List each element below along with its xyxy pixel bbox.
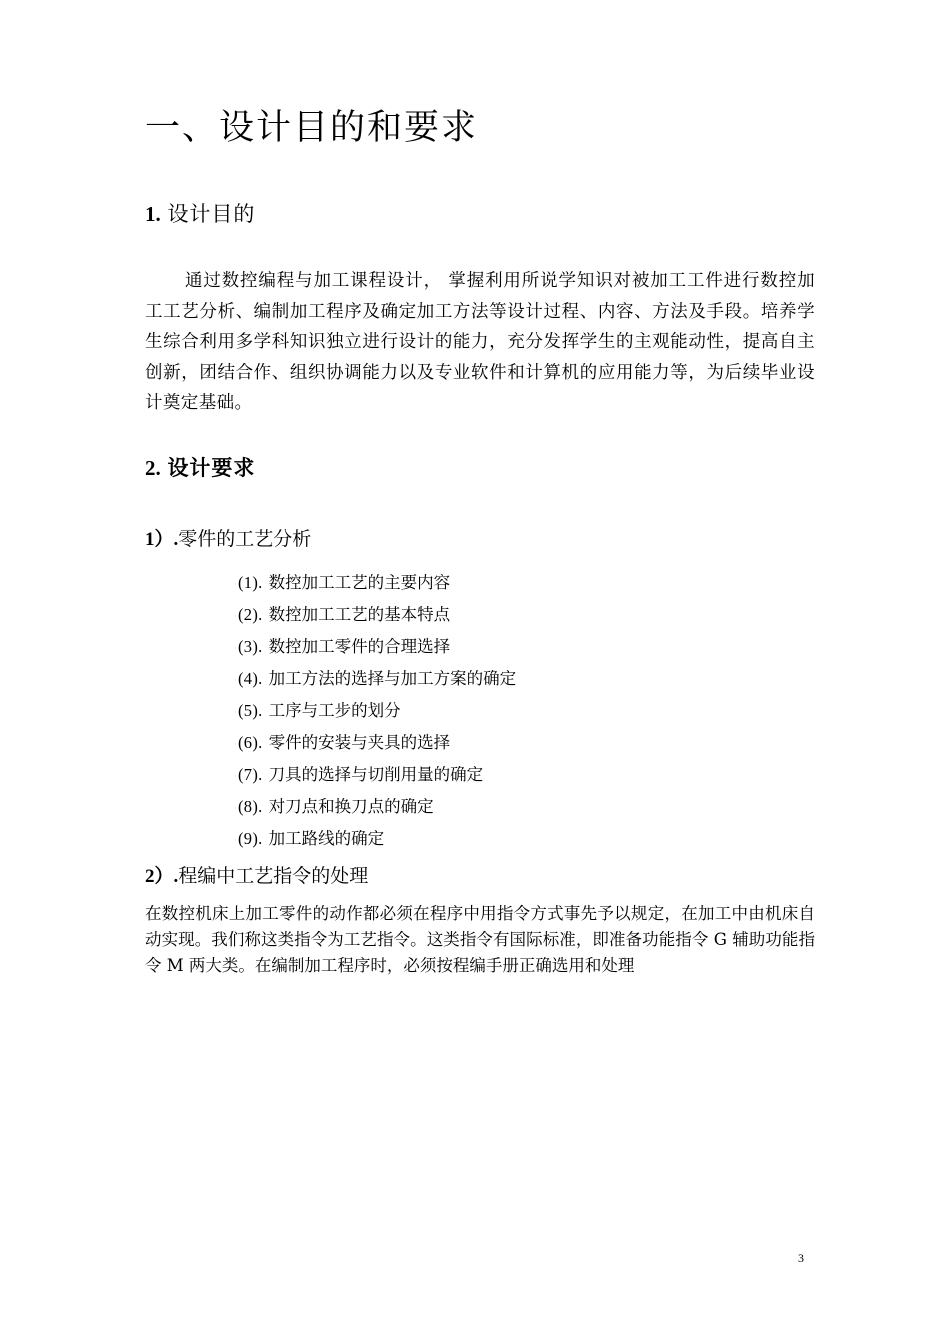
- list-item-index: (7).: [238, 765, 263, 784]
- page-number: 3: [798, 1251, 804, 1265]
- subsection-2-paragraph: 在数控机床上加工零件的动作都必须在程序中用指令方式事先予以规定，在加工中由机床自动实现。我们称这类指令为工艺指令。这类指令有国际标准，即准备功能指令 G 辅助功能指令 M 两大类。在编制加工程序时，必须按程编手册正确选用和处理: [145, 904, 815, 975]
- list-item-index: (3).: [238, 637, 263, 656]
- list-item-index: (2).: [238, 605, 263, 624]
- section-1-paragraph: 通过数控编程与加工课程设计， 掌握利用所说学知识对被加工工件进行数控加工工艺分析、编制加工程序及确定加工方法等设计过程、内容、方法及手段。培养学生综合利用多学科知识独立进行设计的能力，充分发挥学生的主观能动性，提高自主创新，团结合作、组织协调能力以及专业软件和计算机的应用能力等，为后续毕业设计奠定基础。: [145, 271, 815, 414]
- subsection-1-number: 1）.: [145, 529, 179, 550]
- subsection-2-title: 程编中工艺指令的处理: [178, 865, 369, 887]
- list-item-label: 数控加工工艺的基本特点: [268, 605, 451, 624]
- list-item-index: (8).: [238, 797, 263, 816]
- section-1-heading: [145, 198, 255, 228]
- list-item: [238, 794, 516, 826]
- list-item-label: 对刀点和换刀点的确定: [268, 797, 434, 816]
- subsection-1-title: 零件的工艺分析: [178, 528, 312, 550]
- list-item: [238, 666, 516, 698]
- subsection-2-heading: [145, 861, 368, 888]
- list-item-label: 加工路线的确定: [268, 829, 385, 848]
- list-item-label: 刀具的选择与切削用量的确定: [268, 765, 484, 784]
- list-item-label: 零件的安装与夹具的选择: [268, 733, 451, 752]
- section-2-separator: .: [155, 456, 161, 480]
- section-1-separator: .: [155, 202, 161, 226]
- list-item-label: 数控加工工艺的主要内容: [268, 573, 451, 592]
- section-1-number: 1: [145, 202, 156, 226]
- list-item: [238, 730, 516, 762]
- list-item-index: (1).: [238, 573, 263, 592]
- subsection-1-heading: [145, 524, 311, 551]
- section-1-title: 设计目的: [167, 202, 256, 226]
- list-item: [238, 602, 516, 634]
- list-item-label: 工序与工步的划分: [268, 701, 401, 720]
- page-title: 一、设计目的和要求: [145, 108, 479, 148]
- list-item: [238, 698, 516, 730]
- list-item: [238, 570, 516, 602]
- list-item-label: 加工方法的选择与加工方案的确定: [268, 669, 517, 688]
- list-item-label: 数控加工零件的合理选择: [268, 637, 451, 656]
- list-item: [238, 762, 516, 794]
- list-item-index: (6).: [238, 733, 263, 752]
- section-2-number: 2: [145, 456, 156, 480]
- subsection-2-number: 2）.: [145, 866, 179, 887]
- section-2-heading: [145, 452, 255, 482]
- list-item: [238, 634, 516, 666]
- list-item-index: (4).: [238, 669, 263, 688]
- list-item-index: (9).: [238, 829, 263, 848]
- list-item-index: (5).: [238, 701, 263, 720]
- process-analysis-list: [238, 570, 516, 858]
- section-2-title: 设计要求: [167, 456, 256, 480]
- list-item: [238, 826, 516, 858]
